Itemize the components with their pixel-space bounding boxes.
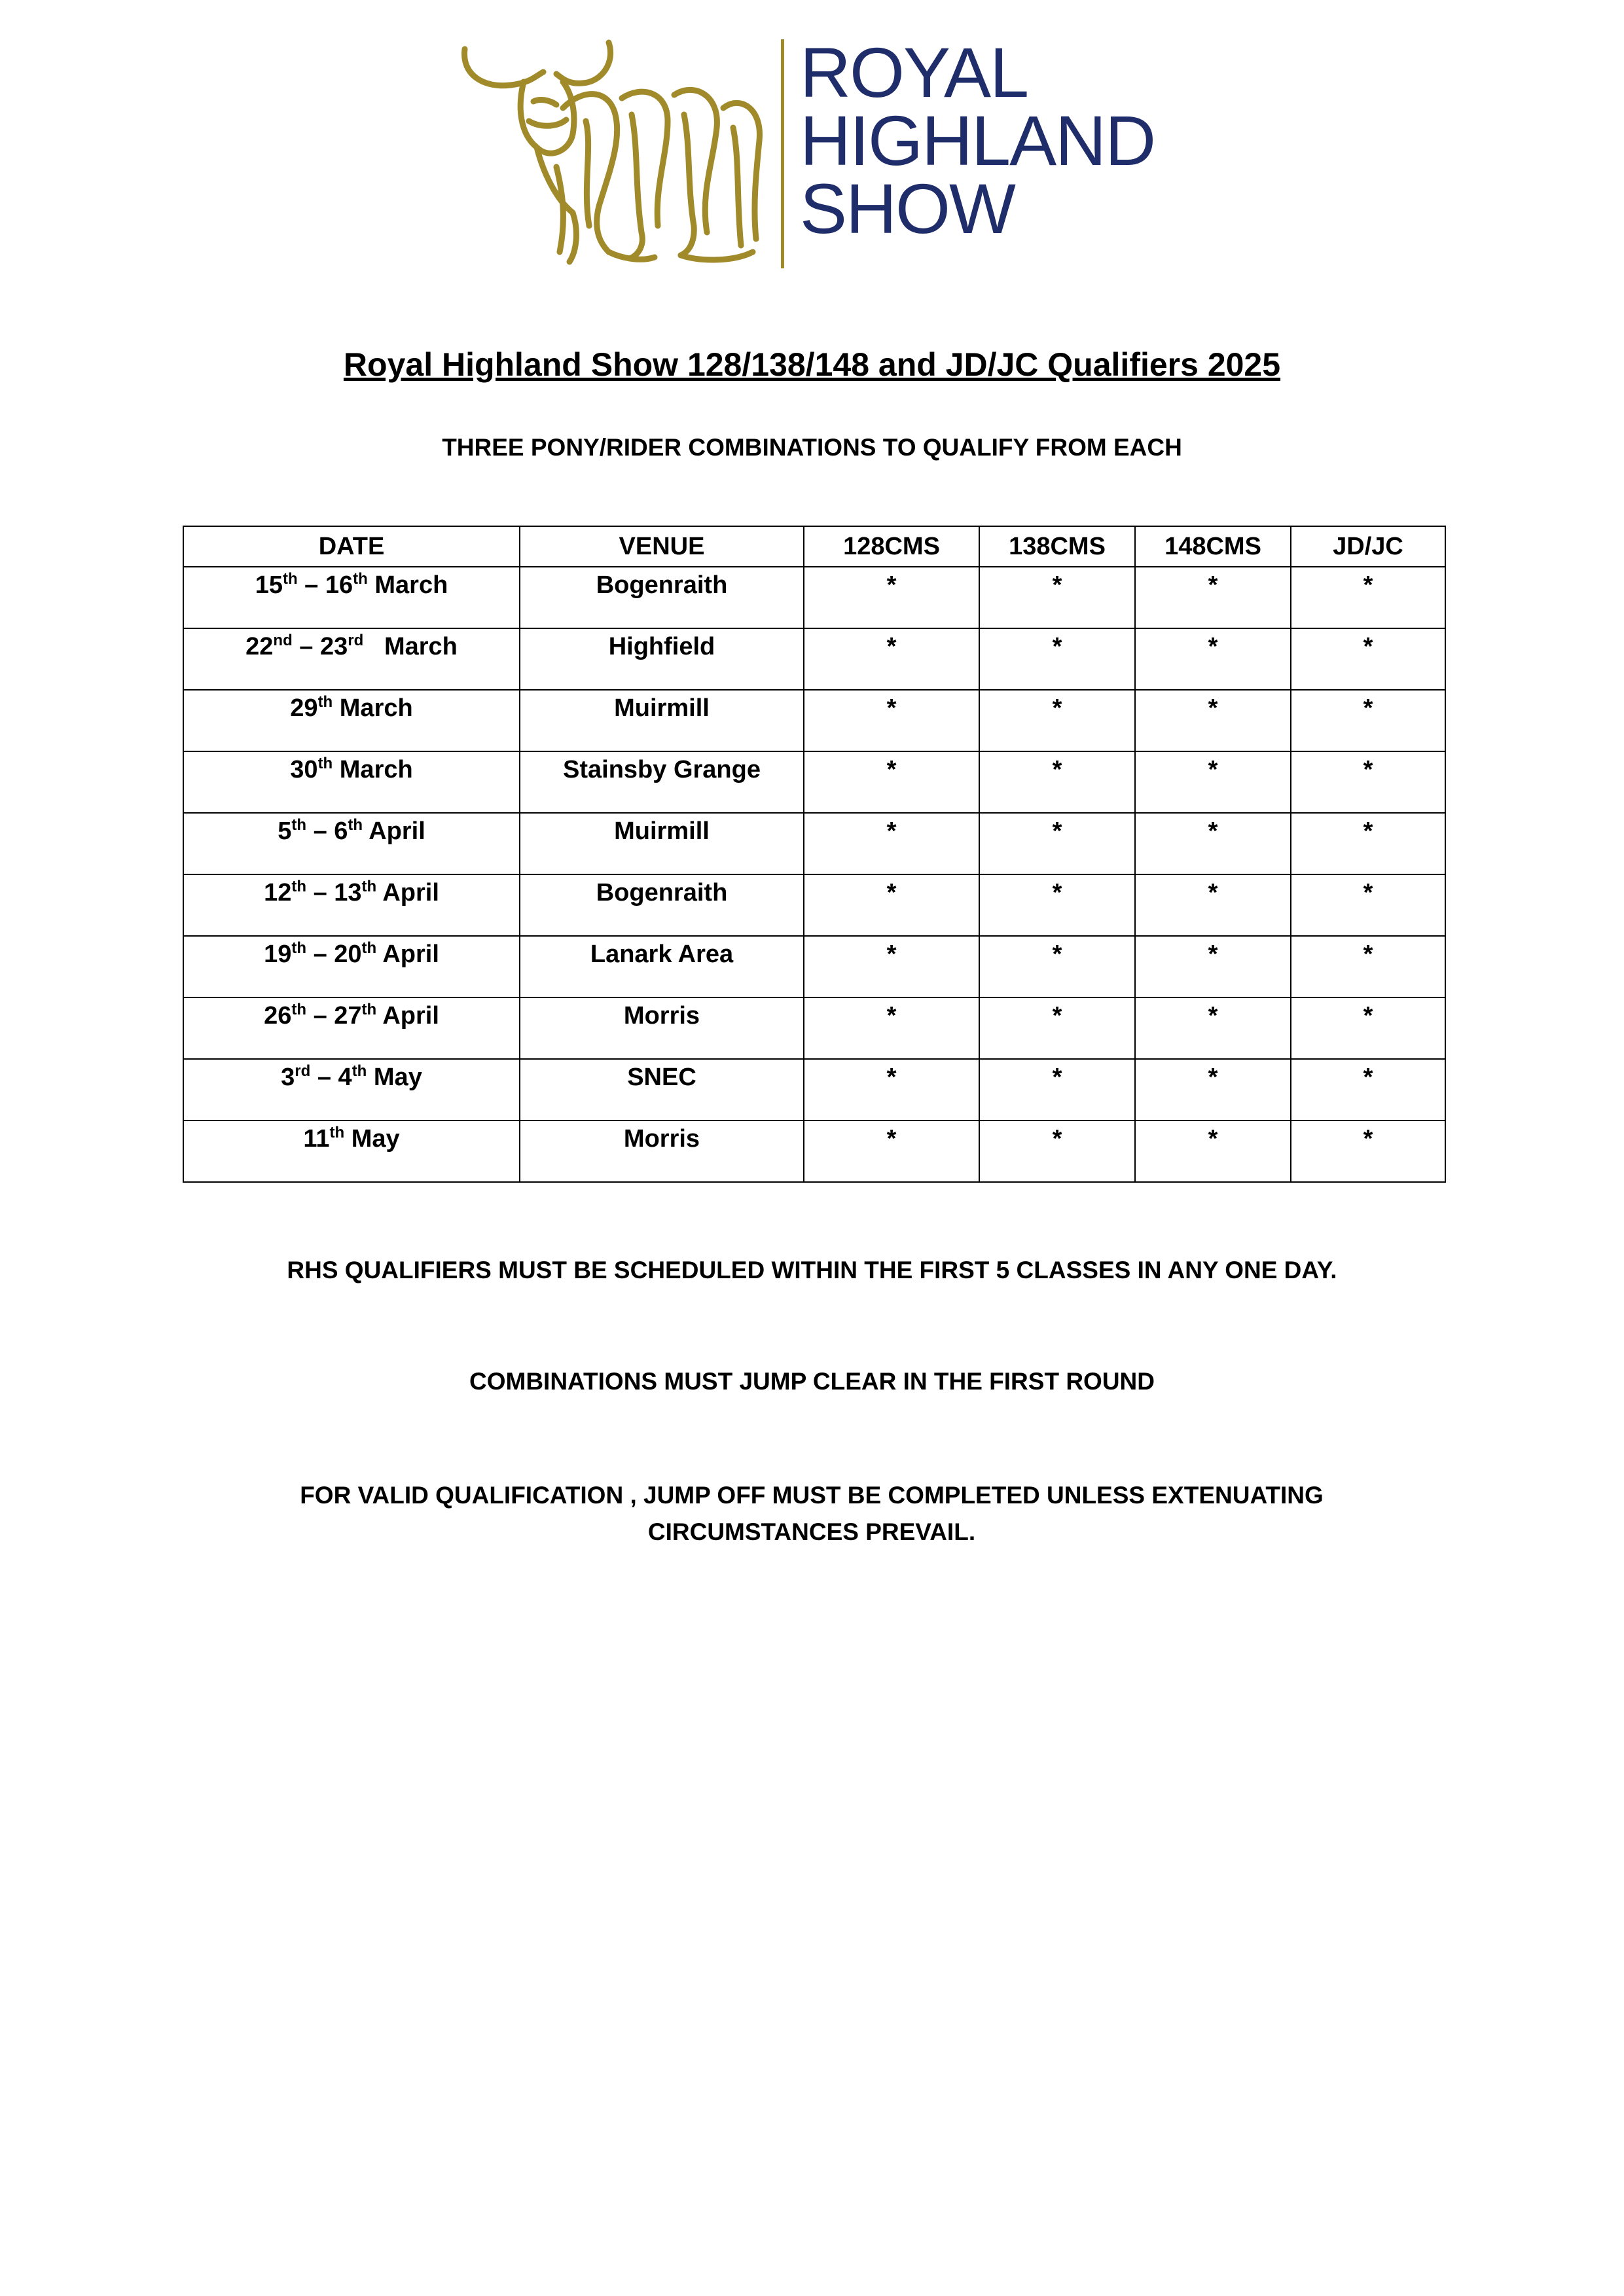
header-date: DATE <box>183 526 520 567</box>
highland-cow-icon <box>458 36 772 272</box>
cell-148cms: * <box>1135 1059 1291 1121</box>
cell-jdjc: * <box>1291 997 1445 1059</box>
logo-line-1: ROYAL <box>800 33 1028 112</box>
date-text: – 23 <box>292 633 348 660</box>
cell-venue: Muirmill <box>520 813 804 874</box>
logo-line-2: HIGHLAND <box>800 101 1155 180</box>
cell-148cms: * <box>1135 628 1291 690</box>
cell-138cms: * <box>979 813 1135 874</box>
cell-148cms: * <box>1135 997 1291 1059</box>
cell-date <box>183 936 520 997</box>
date-text: April <box>376 941 439 968</box>
date-text: – 6 <box>306 817 348 845</box>
date-ordinal-suffix: th <box>291 939 307 957</box>
cell-venue: Lanark Area <box>520 936 804 997</box>
cell-148cms: * <box>1135 1121 1291 1182</box>
cell-138cms: * <box>979 874 1135 936</box>
cell-138cms: * <box>979 628 1135 690</box>
date-text: May <box>344 1125 400 1153</box>
date-text: 19 <box>264 941 292 968</box>
date-text: April <box>376 879 439 906</box>
header-venue: VENUE <box>520 526 804 567</box>
date-ordinal-suffix: th <box>291 816 307 834</box>
date-ordinal-suffix: th <box>329 1124 345 1141</box>
date-text: 29 <box>290 694 318 722</box>
table-header-row <box>183 526 1445 567</box>
cell-128cms: * <box>804 997 979 1059</box>
date-text: 3 <box>281 1064 295 1091</box>
cell-venue: Morris <box>520 997 804 1059</box>
cell-venue: Muirmill <box>520 690 804 751</box>
cell-128cms: * <box>804 874 979 936</box>
cell-date <box>183 1121 520 1182</box>
date-text: 15 <box>255 571 283 599</box>
cell-date <box>183 874 520 936</box>
cell-jdjc: * <box>1291 690 1445 751</box>
cell-jdjc: * <box>1291 874 1445 936</box>
cell-128cms: * <box>804 1121 979 1182</box>
cell-venue: Bogenraith <box>520 874 804 936</box>
cell-jdjc: * <box>1291 628 1445 690</box>
date-text: 30 <box>290 756 318 783</box>
cell-date <box>183 813 520 874</box>
cell-date <box>183 628 520 690</box>
date-ordinal-suffix: th <box>352 1062 367 1080</box>
date-ordinal-suffix: th <box>282 570 298 588</box>
date-ordinal-suffix: th <box>291 1001 307 1018</box>
header-jdjc: JD/JC <box>1291 526 1445 567</box>
cell-138cms: * <box>979 751 1135 813</box>
cell-date <box>183 997 520 1059</box>
cell-venue: SNEC <box>520 1059 804 1121</box>
cell-date <box>183 751 520 813</box>
cell-148cms: * <box>1135 751 1291 813</box>
date-text: – 16 <box>297 571 353 599</box>
cell-128cms: * <box>804 567 979 628</box>
date-text: March <box>367 571 448 599</box>
cell-148cms: * <box>1135 936 1291 997</box>
cell-date <box>183 567 520 628</box>
date-text: – 13 <box>306 879 362 906</box>
cell-128cms: * <box>804 751 979 813</box>
cell-128cms: * <box>804 1059 979 1121</box>
cell-148cms: * <box>1135 567 1291 628</box>
date-text: March <box>333 756 413 783</box>
cell-138cms: * <box>979 997 1135 1059</box>
cell-148cms: * <box>1135 874 1291 936</box>
cell-128cms: * <box>804 813 979 874</box>
logo-line-3: SHOW <box>800 169 1015 248</box>
note-jump-clear: COMBINATIONS MUST JUMP CLEAR IN THE FIRST ROUND <box>469 1368 1155 1395</box>
date-ordinal-suffix: th <box>291 878 307 895</box>
cell-jdjc: * <box>1291 567 1445 628</box>
table-row <box>183 813 1445 874</box>
cell-venue: Bogenraith <box>520 567 804 628</box>
table-row <box>183 997 1445 1059</box>
date-ordinal-suffix: th <box>361 939 377 957</box>
table-row <box>183 874 1445 936</box>
cell-jdjc: * <box>1291 751 1445 813</box>
cell-138cms: * <box>979 1059 1135 1121</box>
subtitle: THREE PONY/RIDER COMBINATIONS TO QUALIFY FROM EACH <box>442 434 1182 461</box>
header-128cms: 128CMS <box>804 526 979 567</box>
date-ordinal-suffix: th <box>317 755 333 772</box>
table-row <box>183 690 1445 751</box>
qualifiers-table <box>183 526 1446 1183</box>
cell-jdjc: * <box>1291 936 1445 997</box>
date-ordinal-suffix: nd <box>273 632 293 649</box>
logo-divider <box>781 39 784 268</box>
cell-jdjc: * <box>1291 813 1445 874</box>
cell-128cms: * <box>804 628 979 690</box>
date-ordinal-suffix: rd <box>348 632 364 649</box>
royal-highland-show-logo <box>458 33 1185 272</box>
cell-138cms: * <box>979 567 1135 628</box>
date-text: – 4 <box>310 1064 352 1091</box>
note-valid-qualification: FOR VALID QUALIFICATION , JUMP OFF MUST BE COMPLETED UNLESS EXTENUATING CIRCUMSTANCES PREVAIL. <box>300 1482 1324 1545</box>
cell-128cms: * <box>804 690 979 751</box>
date-ordinal-suffix: th <box>361 878 377 895</box>
table-row <box>183 567 1445 628</box>
cell-148cms: * <box>1135 690 1291 751</box>
cell-138cms: * <box>979 690 1135 751</box>
date-ordinal-suffix: th <box>361 1001 377 1018</box>
date-ordinal-suffix: th <box>353 570 368 588</box>
cell-128cms: * <box>804 936 979 997</box>
date-text: March <box>333 694 413 722</box>
page-title: Royal Highland Show 128/138/148 and JD/JC Qualifiers 2025 <box>343 346 1281 383</box>
date-ordinal-suffix: th <box>317 693 333 711</box>
date-ordinal-suffix: th <box>348 816 363 834</box>
date-text: April <box>363 817 425 845</box>
header-138cms: 138CMS <box>979 526 1135 567</box>
table-row <box>183 1121 1445 1182</box>
table-row <box>183 1059 1445 1121</box>
logo-wordmark <box>800 33 1155 248</box>
date-text: – 20 <box>306 941 362 968</box>
cell-venue: Morris <box>520 1121 804 1182</box>
cell-date <box>183 690 520 751</box>
table-row <box>183 751 1445 813</box>
cell-venue: Stainsby Grange <box>520 751 804 813</box>
date-text: 26 <box>264 1002 292 1030</box>
date-text: – 27 <box>306 1002 362 1030</box>
note-scheduling: RHS QUALIFIERS MUST BE SCHEDULED WITHIN THE FIRST 5 CLASSES IN ANY ONE DAY. <box>287 1257 1337 1283</box>
table-row <box>183 628 1445 690</box>
date-text: 5 <box>278 817 292 845</box>
date-text: 11 <box>303 1125 330 1153</box>
cell-jdjc: * <box>1291 1059 1445 1121</box>
cell-138cms: * <box>979 936 1135 997</box>
date-text: April <box>376 1002 439 1030</box>
date-text: 12 <box>264 879 292 906</box>
cell-venue: Highfield <box>520 628 804 690</box>
cell-138cms: * <box>979 1121 1135 1182</box>
cell-148cms: * <box>1135 813 1291 874</box>
cell-date <box>183 1059 520 1121</box>
table-row <box>183 936 1445 997</box>
date-text: 22 <box>245 633 274 660</box>
date-ordinal-suffix: rd <box>295 1062 311 1080</box>
header-148cms: 148CMS <box>1135 526 1291 567</box>
table-body <box>183 567 1445 1182</box>
date-text: March <box>363 633 458 660</box>
date-text: May <box>367 1064 422 1091</box>
cell-jdjc: * <box>1291 1121 1445 1182</box>
